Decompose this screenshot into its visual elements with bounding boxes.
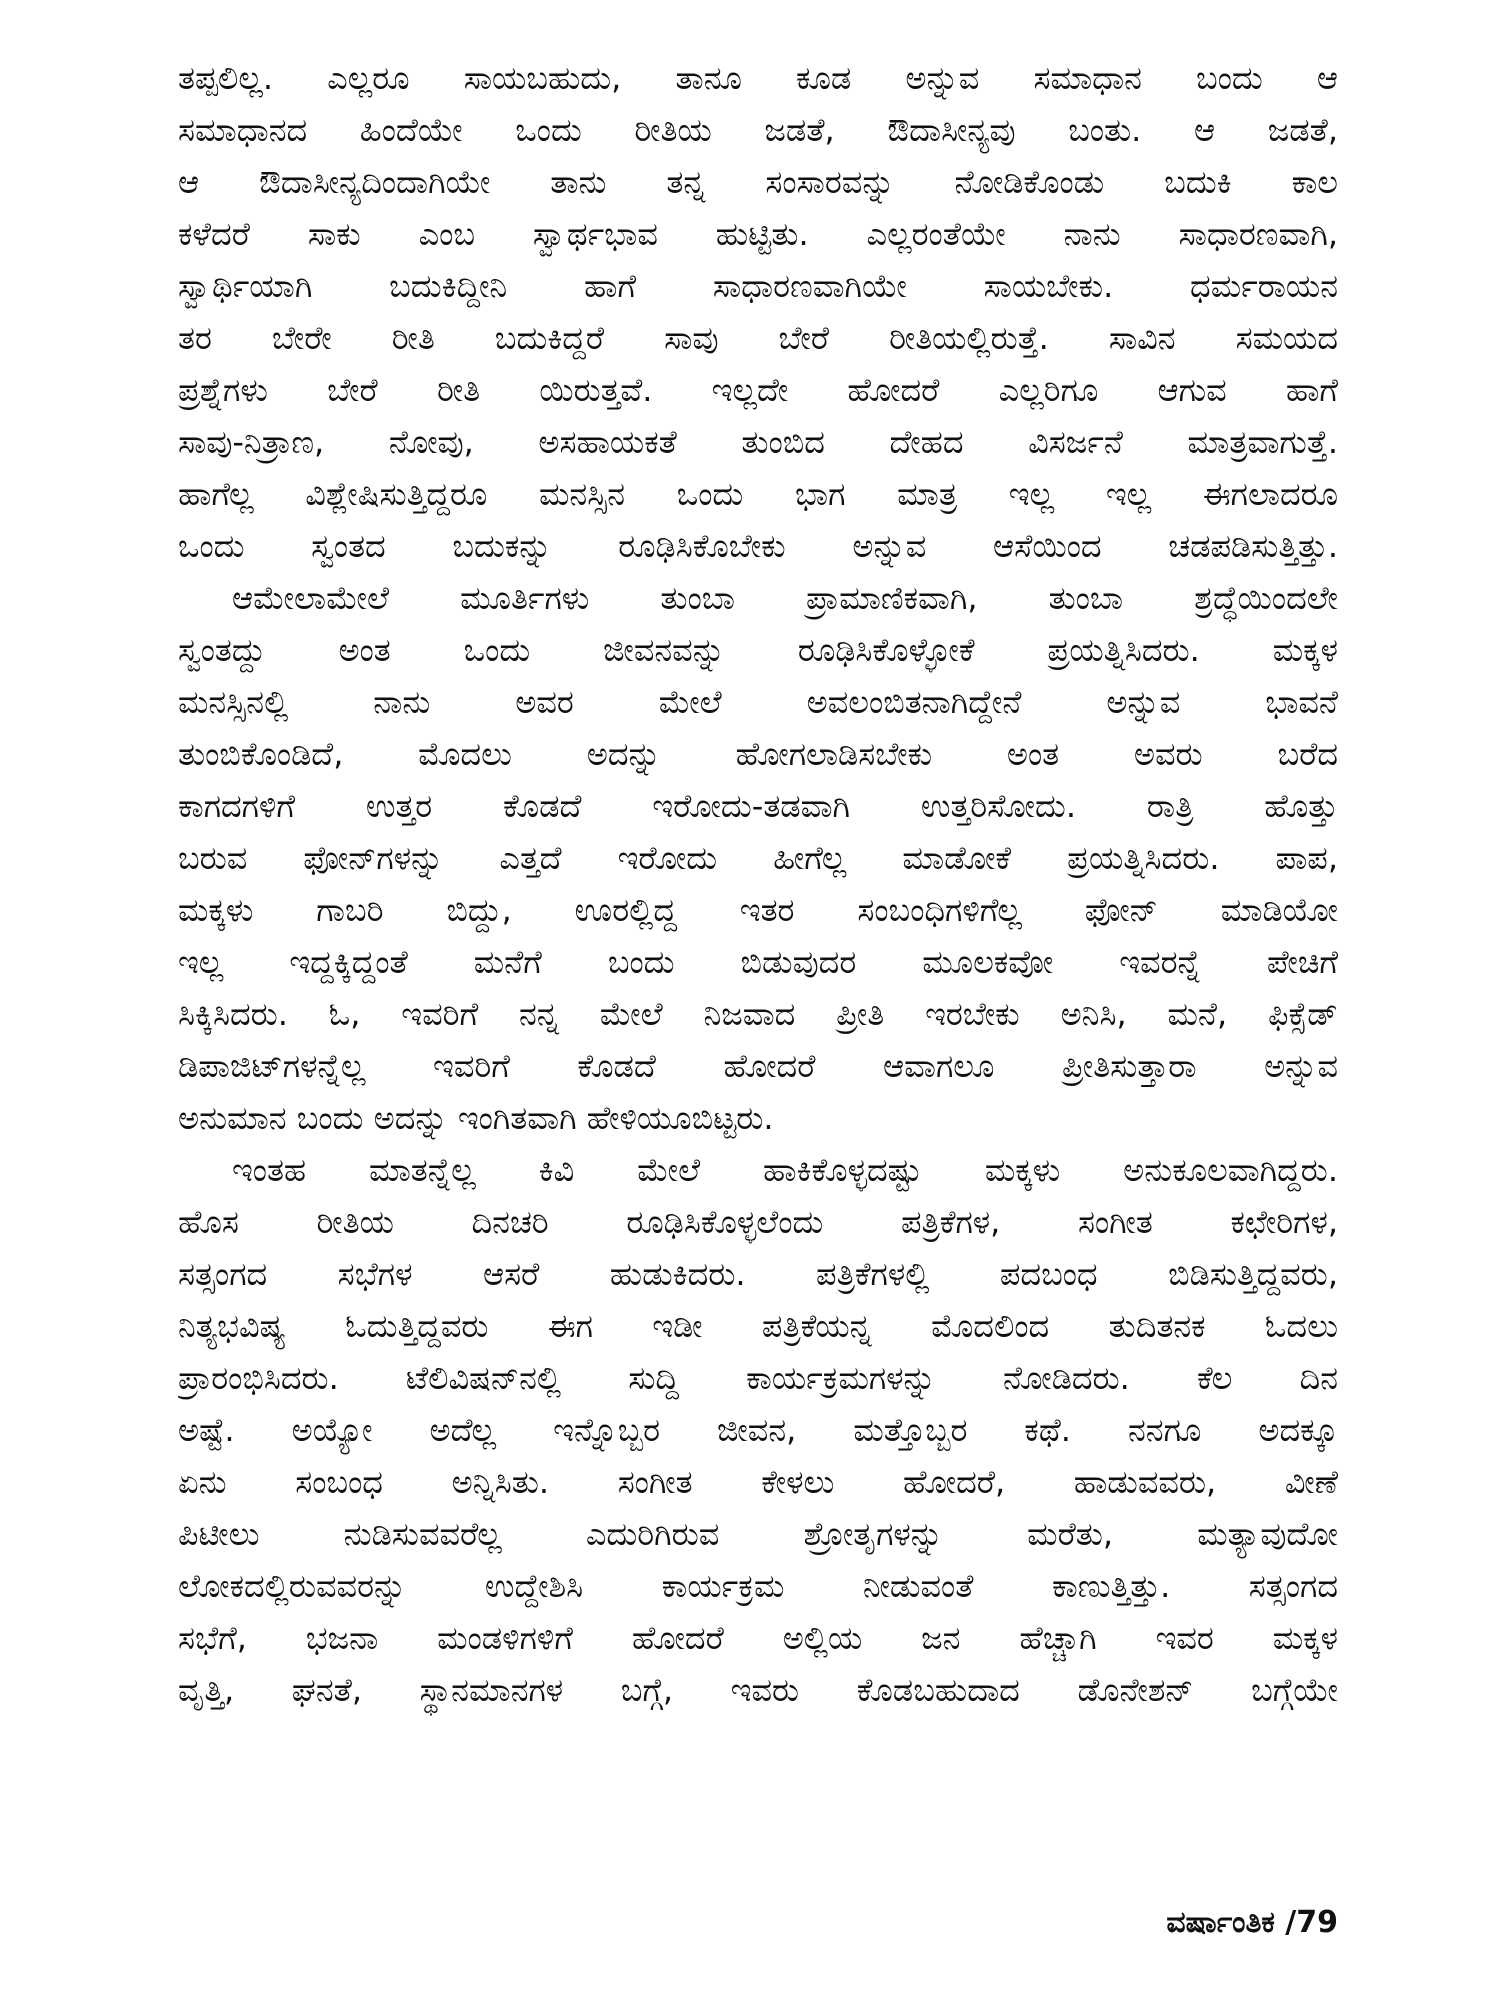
text-line: ಪ್ರಶ್ನೆಗಳು ಬೇರೆ ರೀತಿ ಯಿರುತ್ತವೆ. ಇಲ್ಲದೇ ಹೋದರೆ ಎಲ್ಲರಿಗೂ ಆಗುವ ಹಾಗೆ: [178, 371, 1338, 409]
text-line: ಪಿಟೀಲು ನುಡಿಸುವವರೆಲ್ಲ ಎದುರಿಗಿರುವ ಶ್ರೋತೃಗಳನ್ನು ಮರೆತು, ಮತ್ಯಾವುದೋ: [178, 1515, 1338, 1553]
text-line: ಡಿಪಾಜಿಟ್‌ಗಳನ್ನೆಲ್ಲ ಇವರಿಗೆ ಕೊಡದೆ ಹೋದರೆ ಆವಾಗಲೂ ಪ್ರೀತಿಸುತ್ತಾರಾ ಅನ್ನುವ: [178, 1047, 1338, 1085]
page-footer: ವರ್ಷಾಂತಿಕ /79: [1166, 1905, 1338, 1940]
text-line: ತರ ಬೇರೇ ರೀತಿ ಬದುಕಿದ್ದರೆ ಸಾವು ಬೇರೆ ರೀತಿಯಲ್ಲಿರುತ್ತೆ. ಸಾವಿನ ಸಮಯದ: [178, 319, 1338, 357]
text-line: ಆ ಔದಾಸೀನ್ಯದಿಂದಾಗಿಯೇ ತಾನು ತನ್ನ ಸಂಸಾರವನ್ನು ನೋಡಿಕೊಂಡು ಬದುಕಿ ಕಾಲ: [178, 163, 1338, 201]
text-line: ಏನು ಸಂಬಂಧ ಅನ್ನಿಸಿತು. ಸಂಗೀತ ಕೇಳಲು ಹೋದರೆ, ಹಾಡುವವರು, ವೀಣೆ: [178, 1463, 1338, 1501]
text-line: ಕಳೆದರೆ ಸಾಕು ಎಂಬ ಸ್ವಾರ್ಥಭಾವ ಹುಟ್ಟಿತು. ಎಲ್ಲರಂತೆಯೇ ನಾನು ಸಾಧಾರಣವಾಗಿ,: [178, 215, 1338, 253]
text-line: ಪ್ರಾರಂಭಿಸಿದರು. ಟೆಲಿವಿಷನ್‌ನಲ್ಲಿ ಸುದ್ದಿ ಕಾರ್ಯಕ್ರಮಗಳನ್ನು ನೋಡಿದರು. ಕೆಲ ದಿನ: [178, 1359, 1338, 1397]
body-text: [178, 52, 1338, 1716]
text-line: ಸತ್ಸಂಗದ ಸಭೆಗಳ ಆಸರೆ ಹುಡುಕಿದರು. ಪತ್ರಿಕೆಗಳಲ್ಲಿ ಪದಬಂಧ ಬಿಡಿಸುತ್ತಿದ್ದವರು,: [178, 1255, 1338, 1293]
text-line: ಅನುಮಾನ ಬಂದು ಅದನ್ನು ಇಂಗಿತವಾಗಿ ಹೇಳಿಯೂಬಿಟ್ಟರು.: [178, 1099, 774, 1137]
text-line: ಲೋಕದಲ್ಲಿರುವವರನ್ನು ಉದ್ದೇಶಿಸಿ ಕಾರ್ಯಕ್ರಮ ನೀಡುವಂತೆ ಕಾಣುತ್ತಿತ್ತು. ಸತ್ಸಂಗದ: [178, 1567, 1338, 1605]
text-line: ಮನಸ್ಸಿನಲ್ಲಿ ನಾನು ಅವರ ಮೇಲೆ ಅವಲಂಬಿತನಾಗಿದ್ದೇನೆ ಅನ್ನುವ ಭಾವನೆ: [178, 683, 1338, 721]
text-line: ಸಿಕ್ಕಿಸಿದರು. ಓ, ಇವರಿಗೆ ನನ್ನ ಮೇಲೆ ನಿಜವಾದ ಪ್ರೀತಿ ಇರಬೇಕು ಅನಿಸಿ, ಮನೆ, ಫಿಕ್ಸೆಡ್: [178, 995, 1338, 1033]
text-line: ಸಮಾಧಾನದ ಹಿಂದೆಯೇ ಒಂದು ರೀತಿಯ ಜಡತೆ, ಔದಾಸೀನ್ಯವು ಬಂತು. ಆ ಜಡತೆ,: [178, 111, 1338, 149]
text-line: ಸಾವು-ನಿತ್ರಾಣ, ನೋವು, ಅಸಹಾಯಕತೆ ತುಂಬಿದ ದೇಹದ ವಿಸರ್ಜನೆ ಮಾತ್ರವಾಗುತ್ತೆ.: [178, 423, 1338, 461]
text-line: ತಪ್ಪಲಿಲ್ಲ. ಎಲ್ಲರೂ ಸಾಯಬಹುದು, ತಾನೂ ಕೂಡ ಅನ್ನುವ ಸಮಾಧಾನ ಬಂದು ಆ: [178, 59, 1338, 97]
text-line: ಮಕ್ಕಳು ಗಾಬರಿ ಬಿದ್ದು, ಊರಲ್ಲಿದ್ದ ಇತರ ಸಂಬಂಧಿಗಳಿಗೆಲ್ಲ ಫೋನ್ ಮಾಡಿಯೋ: [178, 891, 1338, 929]
text-line: ಇಂತಹ ಮಾತನ್ನೆಲ್ಲ ಕಿವಿ ಮೇಲೆ ಹಾಕಿಕೊಳ್ಳದಷ್ಟು ಮಕ್ಕಳು ಅನುಕೂಲವಾಗಿದ್ದರು.: [232, 1151, 1338, 1189]
text-line: ಅಷ್ಟೆ. ಅಯ್ಯೋ ಅದೆಲ್ಲ ಇನ್ನೊಬ್ಬರ ಜೀವನ, ಮತ್ತೊಬ್ಬರ ಕಥೆ. ನನಗೂ ಅದಕ್ಕೂ: [178, 1411, 1338, 1449]
text-line: ನಿತ್ಯಭವಿಷ್ಯ ಓದುತ್ತಿದ್ದವರು ಈಗ ಇಡೀ ಪತ್ರಿಕೆಯನ್ನ ಮೊದಲಿಂದ ತುದಿತನಕ ಓದಲು: [178, 1307, 1338, 1345]
text-line: ಒಂದು ಸ್ವಂತದ ಬದುಕನ್ನು ರೂಢಿಸಿಕೊಬೇಕು ಅನ್ನುವ ಆಸೆಯಿಂದ ಚಡಪಡಿಸುತ್ತಿತ್ತು.: [178, 527, 1338, 565]
text-line: ಬರುವ ಫೋನ್‌ಗಳನ್ನು ಎತ್ತದೆ ಇರೋದು ಹೀಗೆಲ್ಲ ಮಾಡೋಕೆ ಪ್ರಯತ್ನಿಸಿದರು. ಪಾಪ,: [178, 839, 1338, 877]
text-line: ಸ್ವಾರ್ಥಿಯಾಗಿ ಬದುಕಿದ್ದೀನಿ ಹಾಗೆ ಸಾಧಾರಣವಾಗಿಯೇ ಸಾಯಬೇಕು. ಧರ್ಮರಾಯನ: [178, 267, 1338, 305]
text-line: ಸ್ವಂತದ್ದು ಅಂತ ಒಂದು ಜೀವನವನ್ನು ರೂಢಿಸಿಕೊಳ್ಳೋಕೆ ಪ್ರಯತ್ನಿಸಿದರು. ಮಕ್ಕಳ: [178, 631, 1338, 669]
text-line: ಸಭೆಗೆ, ಭಜನಾ ಮಂಡಳಿಗಳಿಗೆ ಹೋದರೆ ಅಲ್ಲಿಯ ಜನ ಹೆಚ್ಚಾಗಿ ಇವರ ಮಕ್ಕಳ: [178, 1619, 1338, 1657]
text-line: ಹೊಸ ರೀತಿಯ ದಿನಚರಿ ರೂಢಿಸಿಕೊಳ್ಳಲೆಂದು ಪತ್ರಿಕೆಗಳ, ಸಂಗೀತ ಕಛೇರಿಗಳ,: [178, 1203, 1338, 1241]
text-line: ಆಮೇಲಾಮೇಲೆ ಮೂರ್ತಿಗಳು ತುಂಬಾ ಪ್ರಾಮಾಣಿಕವಾಗಿ, ತುಂಬಾ ಶ್ರದ್ಧೆಯಿಂದಲೇ: [232, 579, 1338, 617]
text-line: ಕಾಗದಗಳಿಗೆ ಉತ್ತರ ಕೊಡದೆ ಇರೋದು-ತಡವಾಗಿ ಉತ್ತರಿಸೋದು. ರಾತ್ರಿ ಹೊತ್ತು: [178, 787, 1338, 825]
text-line: ಇಲ್ಲ ಇದ್ದಕ್ಕಿದ್ದಂತೆ ಮನೆಗೆ ಬಂದು ಬಿಡುವುದರ ಮೂಲಕವೋ ಇವರನ್ನೆ ಪೇಚಿಗೆ: [178, 943, 1338, 981]
text-line: ತುಂಬಿಕೊಂಡಿದೆ, ಮೊದಲು ಅದನ್ನು ಹೋಗಲಾಡಿಸಬೇಕು ಅಂತ ಅವರು ಬರೆದ: [178, 735, 1338, 773]
text-line: ವೃತ್ತಿ, ಘನತೆ, ಸ್ಥಾನಮಾನಗಳ ಬಗ್ಗೆ, ಇವರು ಕೊಡಬಹುದಾದ ಡೊನೇಶನ್ ಬಗ್ಗೆಯೇ: [178, 1671, 1338, 1709]
text-line: ಹಾಗೆಲ್ಲ ವಿಶ್ಲೇಷಿಸುತ್ತಿದ್ದರೂ ಮನಸ್ಸಿನ ಒಂದು ಭಾಗ ಮಾತ್ರ ಇಲ್ಲ ಇಲ್ಲ ಈಗಲಾದರೂ: [178, 475, 1338, 513]
